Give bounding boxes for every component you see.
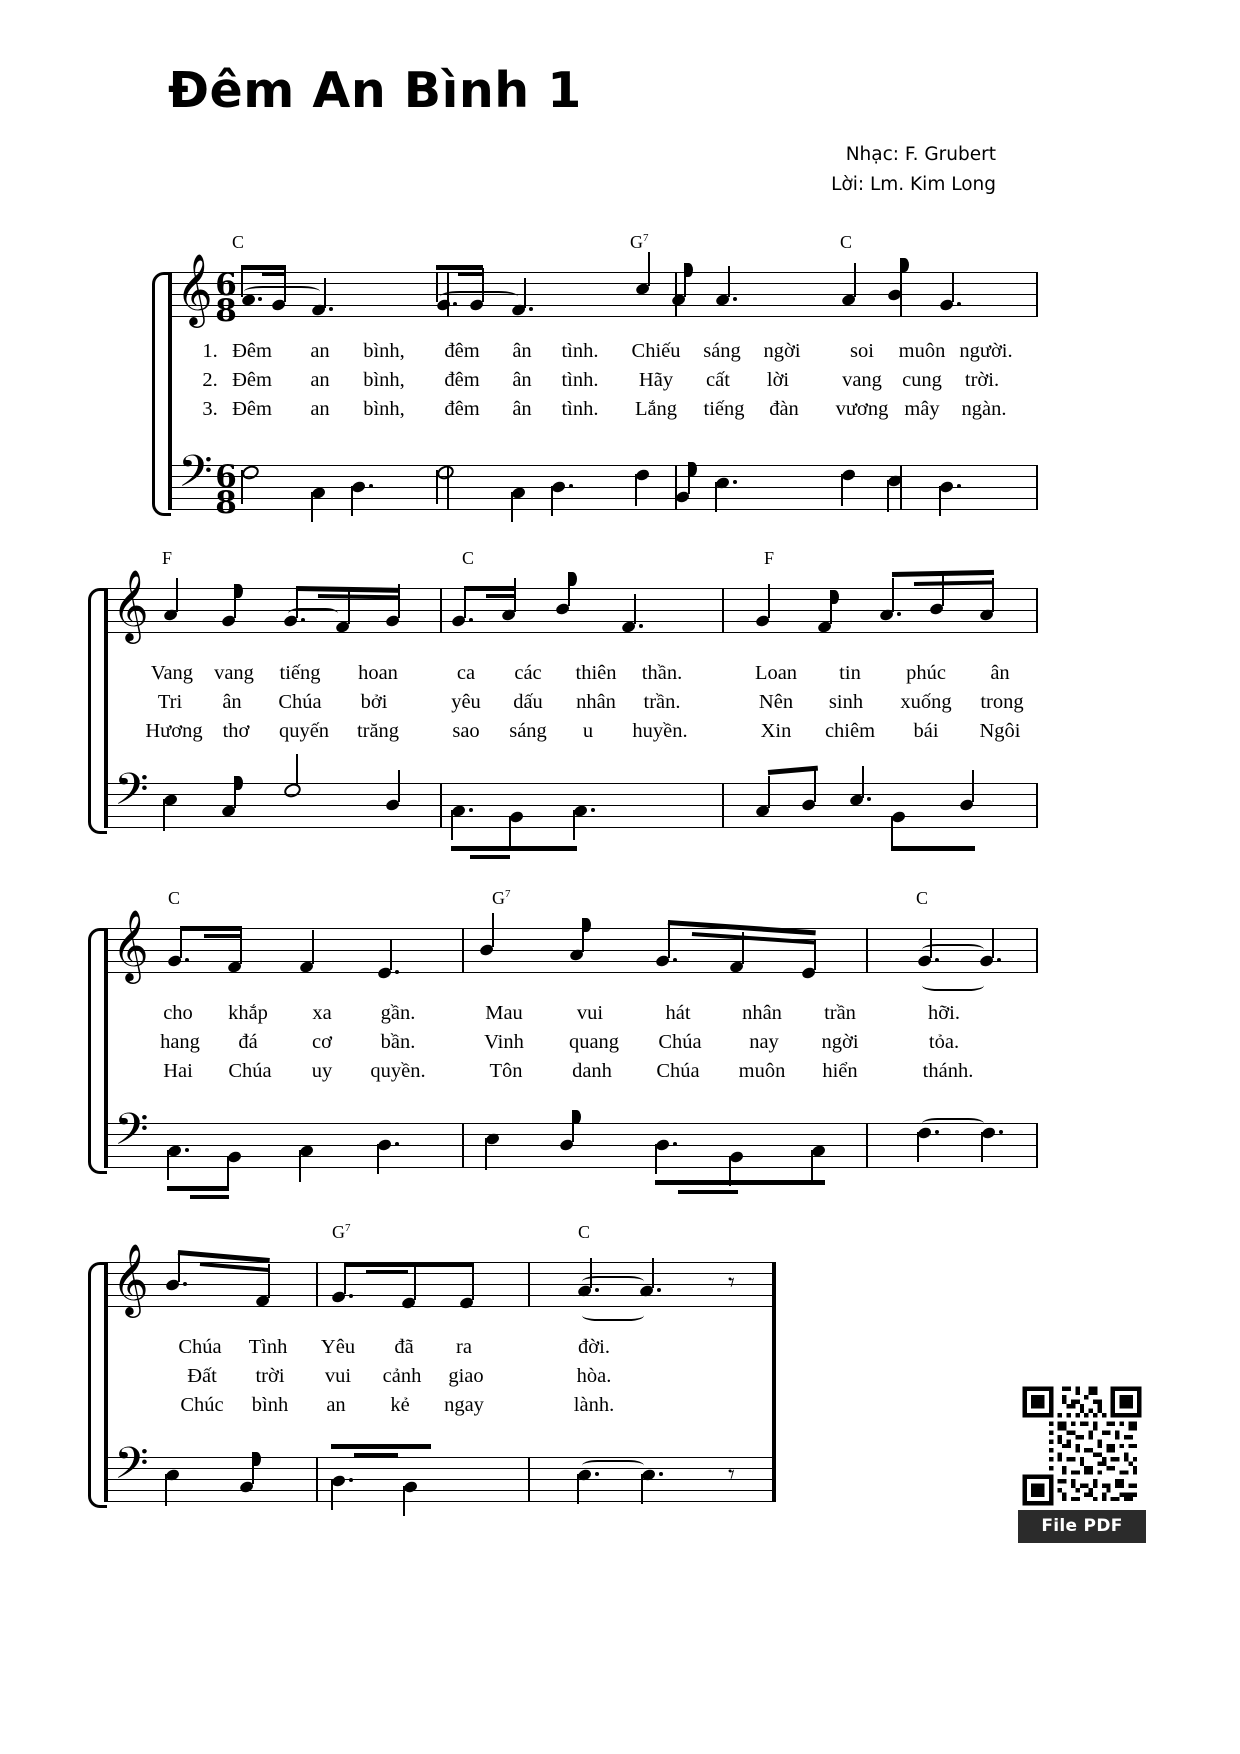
lyric-row: [0, 1031, 1240, 1060]
lyric-word: kẻ: [390, 1394, 410, 1416]
time-signature-treble: 6 8: [215, 267, 237, 329]
lyric-word: Tình: [248, 1336, 288, 1358]
lyric-word: thơ: [222, 720, 250, 742]
lyric-word: bình,: [363, 398, 405, 420]
lyric-word: Hương: [145, 720, 203, 742]
lyric-word: Đêm: [232, 340, 272, 362]
lyric-word: tiếng: [279, 662, 321, 684]
lyric-word: cảnh: [382, 1365, 422, 1387]
lyric-word: quyền.: [370, 1060, 426, 1082]
lyric-word: chiêm: [824, 720, 876, 742]
credit-lyrics: Lời: Lm. Kim Long: [831, 174, 996, 195]
lyric-word: bởi: [360, 691, 388, 713]
lyric-word: trần: [824, 1002, 856, 1024]
lyric-word: Chúc: [180, 1394, 224, 1416]
credit-music: Nhạc: F. Grubert: [845, 144, 996, 165]
lyric-word: trời.: [964, 369, 1000, 391]
lyric-row: [0, 340, 1240, 369]
lyric-word: Hai: [163, 1060, 193, 1082]
lyric-word: ngời: [821, 1031, 859, 1053]
lyric-word: uy: [311, 1060, 333, 1082]
lyric-word: ca: [456, 662, 476, 684]
lyric-word: trong: [980, 691, 1024, 713]
bass-staff-1: [168, 465, 1038, 510]
barline-1end: [1036, 272, 1038, 317]
lyric-word: Chúa: [278, 691, 322, 713]
lyric-row: [0, 369, 1240, 398]
eighth-rest-icon: 𝄾: [728, 1268, 735, 1298]
lyric-word: hòa.: [576, 1365, 612, 1387]
lyric-word: an: [310, 369, 330, 391]
barline-3end-bass: [1036, 1123, 1038, 1168]
barline-3end: [1036, 928, 1038, 973]
lyric-word: Loan: [754, 662, 798, 684]
chord-symbol: C: [578, 1222, 591, 1242]
lyric-word: huyền.: [632, 720, 688, 742]
lyric-word: tình.: [561, 398, 599, 420]
lyric-word: ngàn.: [961, 398, 1007, 420]
lyric-word: soi: [850, 340, 874, 362]
lyric-word: Mau: [485, 1002, 523, 1024]
lyric-word: bần.: [380, 1031, 416, 1053]
lyric-word: giao: [448, 1365, 484, 1387]
lyric-word: an: [310, 340, 330, 362]
lyric-word: khắp: [228, 1002, 268, 1024]
lyric-word: vui: [324, 1365, 352, 1387]
barline-2b: [722, 588, 724, 633]
lyric-word: tình.: [561, 340, 599, 362]
lyric-word: nay: [749, 1031, 779, 1053]
lyric-word: đêm: [444, 340, 480, 362]
chord-symbol: $G^7$: [332, 1222, 351, 1242]
lyric-word: Chiếu: [631, 340, 681, 362]
lyric-word: phúc: [906, 662, 946, 684]
lyric-word: ân: [512, 369, 532, 391]
barline-4b-bass: [528, 1457, 530, 1502]
qr-code[interactable]: [1018, 1382, 1146, 1510]
lyric-word: ân: [222, 691, 242, 713]
barline-2b-bass: [722, 783, 724, 828]
lyric-word: bình,: [363, 340, 405, 362]
treble-staff-4: [104, 1262, 776, 1307]
lyric-word: gần.: [380, 1002, 416, 1024]
lyric-word: nhân: [576, 691, 616, 713]
lyric-word: Đêm: [232, 398, 272, 420]
chord-symbol: C: [168, 888, 181, 908]
lyric-word: ân: [990, 662, 1010, 684]
lyric-word: Đêm: [232, 369, 272, 391]
lyric-word: lành.: [573, 1394, 615, 1416]
lyric-row: [0, 398, 1240, 427]
lyric-word: hát: [665, 1002, 691, 1024]
chord-symbol: C: [232, 232, 245, 252]
lyric-word: đàn: [769, 398, 799, 420]
lyric-word: trời: [255, 1365, 285, 1387]
chord-symbol: C: [840, 232, 853, 252]
lyric-word: an: [326, 1394, 346, 1416]
lyric-word: muôn: [898, 340, 946, 362]
lyric-word: Vang: [150, 662, 194, 684]
chord-symbol: F: [764, 548, 775, 568]
lyric-word: đá: [238, 1031, 258, 1053]
barline-4b: [528, 1262, 530, 1307]
lyric-word: tiếng: [703, 398, 745, 420]
lyric-word: hang: [160, 1031, 200, 1053]
lyric-word: Vinh: [484, 1031, 524, 1053]
verse-number: 2.: [202, 369, 218, 391]
lyric-word: tỏa.: [928, 1031, 960, 1053]
lyric-word: Tri: [157, 691, 183, 713]
lyric-word: cơ: [312, 1031, 332, 1053]
lyric-word: Chúa: [658, 1031, 702, 1053]
barline-2a: [440, 588, 442, 633]
barline-3b-bass: [866, 1123, 868, 1168]
lyric-word: vui: [576, 1002, 604, 1024]
lyric-word: bình,: [363, 369, 405, 391]
time-signature-bass: 6 8: [215, 459, 237, 521]
lyric-word: Chúa: [656, 1060, 700, 1082]
lyric-row: [0, 1060, 1240, 1089]
lyric-word: Xin: [760, 720, 792, 742]
lyric-word: vang: [214, 662, 254, 684]
lyric-word: người.: [959, 340, 1013, 362]
lyric-word: Lắng: [634, 398, 678, 420]
lyric-word: vang: [842, 369, 882, 391]
chord-symbol: F: [162, 548, 173, 568]
lyric-word: dấu: [513, 691, 543, 713]
bass-clef-icon: 𝄢: [114, 1103, 149, 1166]
lyric-word: quyến: [278, 720, 330, 742]
page-title: Đêm An Bình 1: [168, 62, 582, 119]
lyric-word: sinh: [828, 691, 864, 713]
lyric-word: Đất: [187, 1365, 217, 1387]
lyric-word: bái: [913, 720, 939, 742]
lyric-word: cung: [902, 369, 942, 391]
lyric-word: đêm: [444, 398, 480, 420]
lyrics-system-3: [0, 1002, 1240, 1089]
barline-3b: [866, 928, 868, 973]
lyric-word: lời: [766, 369, 790, 391]
lyric-word: Chúa: [228, 1060, 272, 1082]
barline-3a-bass: [462, 1123, 464, 1168]
credits: [831, 140, 996, 200]
lyric-row: [0, 1002, 1240, 1031]
lyric-word: Nên: [758, 691, 794, 713]
treble-clef-icon: 𝄞: [112, 908, 149, 981]
lyrics-system-2: [0, 662, 1240, 749]
lyric-word: Yêu: [320, 1336, 356, 1358]
lyric-word: xa: [312, 1002, 332, 1024]
barline-4a: [316, 1262, 318, 1307]
chord-symbol: C: [916, 888, 929, 908]
lyric-word: quang: [568, 1031, 620, 1053]
treble-staff-2: [104, 588, 1038, 633]
chord-symbol: $G^7$: [630, 232, 649, 252]
barline-3a: [462, 928, 464, 973]
lyrics-system-1: [0, 340, 1240, 427]
lyric-word: đêm: [444, 369, 480, 391]
lyric-word: đã: [394, 1336, 414, 1358]
treble-staff-3: [104, 928, 1038, 973]
chord-symbol: C: [462, 548, 475, 568]
lyric-word: xuống: [900, 691, 952, 713]
lyric-word: danh: [572, 1060, 612, 1082]
lyric-word: bình: [251, 1394, 289, 1416]
lyric-word: u: [582, 720, 594, 742]
lyric-word: mây: [904, 398, 940, 420]
bass-staff-4: [104, 1457, 776, 1502]
lyric-word: ân: [512, 398, 532, 420]
lyric-word: cho: [163, 1002, 193, 1024]
lyric-word: hiển: [822, 1060, 858, 1082]
barline-1c-bass: [900, 465, 902, 510]
treble-clef-icon: 𝄞: [112, 1242, 149, 1315]
pdf-download-badge[interactable]: [1018, 1382, 1146, 1543]
lyric-word: sáng: [703, 340, 741, 362]
lyric-word: ngay: [444, 1394, 484, 1416]
lyric-word: ân: [512, 340, 532, 362]
lyric-word: sáng: [509, 720, 547, 742]
lyric-word: ra: [456, 1336, 472, 1358]
barline-2a-bass: [440, 783, 442, 828]
lyric-word: các: [514, 662, 542, 684]
lyric-word: thiên: [575, 662, 617, 684]
lyric-word: Ngôi: [979, 720, 1021, 742]
lyric-row: [0, 720, 1240, 749]
lyric-word: sao: [452, 720, 480, 742]
lyric-word: nhân: [742, 1002, 782, 1024]
barline-1b-bass: [675, 465, 677, 510]
lyric-word: Tôn: [489, 1060, 523, 1082]
verse-number: 3.: [202, 398, 218, 420]
lyric-word: đời.: [578, 1336, 610, 1358]
verse-number: 1.: [202, 340, 218, 362]
lyric-word: Chúa: [178, 1336, 222, 1358]
barline-2end: [1036, 588, 1038, 633]
barline-4a-bass: [316, 1457, 318, 1502]
treble-clef-icon: 𝄞: [112, 568, 149, 641]
barline-1end-bass: [1036, 465, 1038, 510]
lyric-word: tin: [839, 662, 861, 684]
lyric-word: an: [310, 398, 330, 420]
bass-clef-icon: 𝄢: [178, 445, 213, 508]
bass-clef-icon: 𝄢: [114, 1437, 149, 1500]
lyric-word: tình.: [561, 369, 599, 391]
pdf-label[interactable]: File PDF: [1018, 1510, 1146, 1543]
lyric-word: trăng: [356, 720, 400, 742]
eighth-rest-icon: 𝄾: [728, 1460, 735, 1490]
lyric-row: [0, 1336, 1240, 1365]
lyric-word: thần.: [641, 662, 683, 684]
lyric-word: cất: [706, 369, 730, 391]
lyric-word: hoan: [358, 662, 398, 684]
chord-symbol: $G^7$: [492, 888, 511, 908]
lyric-word: hỡi.: [928, 1002, 960, 1024]
lyric-word: trần.: [643, 691, 681, 713]
lyric-row: [0, 662, 1240, 691]
lyric-row: [0, 691, 1240, 720]
lyric-word: yêu: [451, 691, 481, 713]
barline-2end-bass: [1036, 783, 1038, 828]
lyric-word: vương: [835, 398, 889, 420]
lyric-word: ngời: [763, 340, 801, 362]
lyric-word: thánh.: [922, 1060, 974, 1082]
lyric-word: muôn: [738, 1060, 786, 1082]
treble-clef-icon: 𝄞: [176, 252, 213, 325]
bass-clef-icon: 𝄢: [114, 763, 149, 826]
lyric-word: Hãy: [638, 369, 674, 391]
